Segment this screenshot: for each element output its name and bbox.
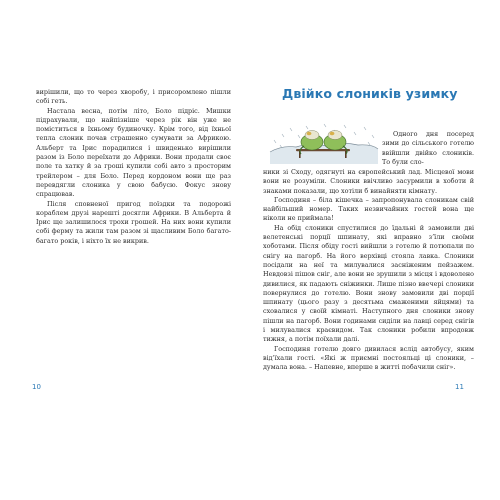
paragraph: Одного дня посеред зими до сільського готелю ввійшли двійко слоників. То були сло- <box>382 130 474 166</box>
paragraph: Господиня готелю довго дивилася вслід автобусу, яким від’їхали гості. «Які ж приємні постояльці ці слоники, – думала вона. – Напевне, вперше в житті побачили сніг». <box>263 344 474 372</box>
paragraph: ники зі Сходу, одягнуті на європейський лад. Місцевої мови вони не розуміли. Слоники ввічливо засурмили в хоботи й знаками показали, що хотіли б винайняти кімнату. <box>263 168 474 195</box>
right-text-column <box>263 168 474 373</box>
paragraph: Настала весна, потім літо, Боло підріс. Мишки підрахували, що найпізніше через рік він уже не поміститься в їхньому будиночку. Крім того, від їхньої тепла слоник почав страшенно сумувати за Африкою. Альберт та Ірис порадилися і швиденько вирішили разом із Боло переїхати до Африки. Вони продали своє поле та хатку й за гроші купили собі авто з просторим трейлером – для Боло. Перед кордоном вони ще раз перевдягли слоника у свою бабусю. Фокус знову спрацював. <box>36 106 231 199</box>
story-intro <box>382 130 474 167</box>
page-number-right: 11 <box>455 383 464 391</box>
paragraph: Господиня – біла кішечка – запропонувала слоникам свій найбільший номер. Таких незвичайних гостей вона ще ніколи не приймала! <box>263 195 474 223</box>
paragraph: вирішили, що то через хворобу, і присоромлено пішли собі геть. <box>36 88 231 106</box>
elephants-bench-illustration <box>268 118 380 164</box>
story-title: Двійко слоників узимку <box>282 86 458 101</box>
paragraph: Після сповненої пригод поїздки та подорожі кораблем друзі нарешті досягли Африки. В Альберта й Ірис ще залишилося трохи грошей. На них вони купили собі ферму та жили там разом зі щасливим Боло багато-багато років, і ніхто їх не викрив. <box>36 199 231 245</box>
left-text-column <box>36 88 231 246</box>
paragraph: На обід слоники спустилися до їдальні й замовили дві велетенські порції шпинату, які вправно з’їли своїми хоботами. Після обіду гості вийшли з готелю й потюпали по снігу на пагорб. На його верхівці стояла лавка. Слоники посідали на неї та милувалися засніженим пейзажем. Невдовзі пішов сніг, але вони не зрушили з місця і вдоволено дивилися, як падають сніжинки. Лише пізно ввечері слоники повернулися до готелю. Вони знову замовили дві порції шпинату (цього разу з десятьма смаженими яйцями) та сховалися у своїй кімнаті. Наступного дня слоники знову пішли на пагорб. Вони годинами сиділи на лавці серед снігів і милувалися краєвидом. Так слоники робили впродовж тижня, а потім поїхали далі. <box>263 223 474 344</box>
page-number-left: 10 <box>32 383 41 391</box>
